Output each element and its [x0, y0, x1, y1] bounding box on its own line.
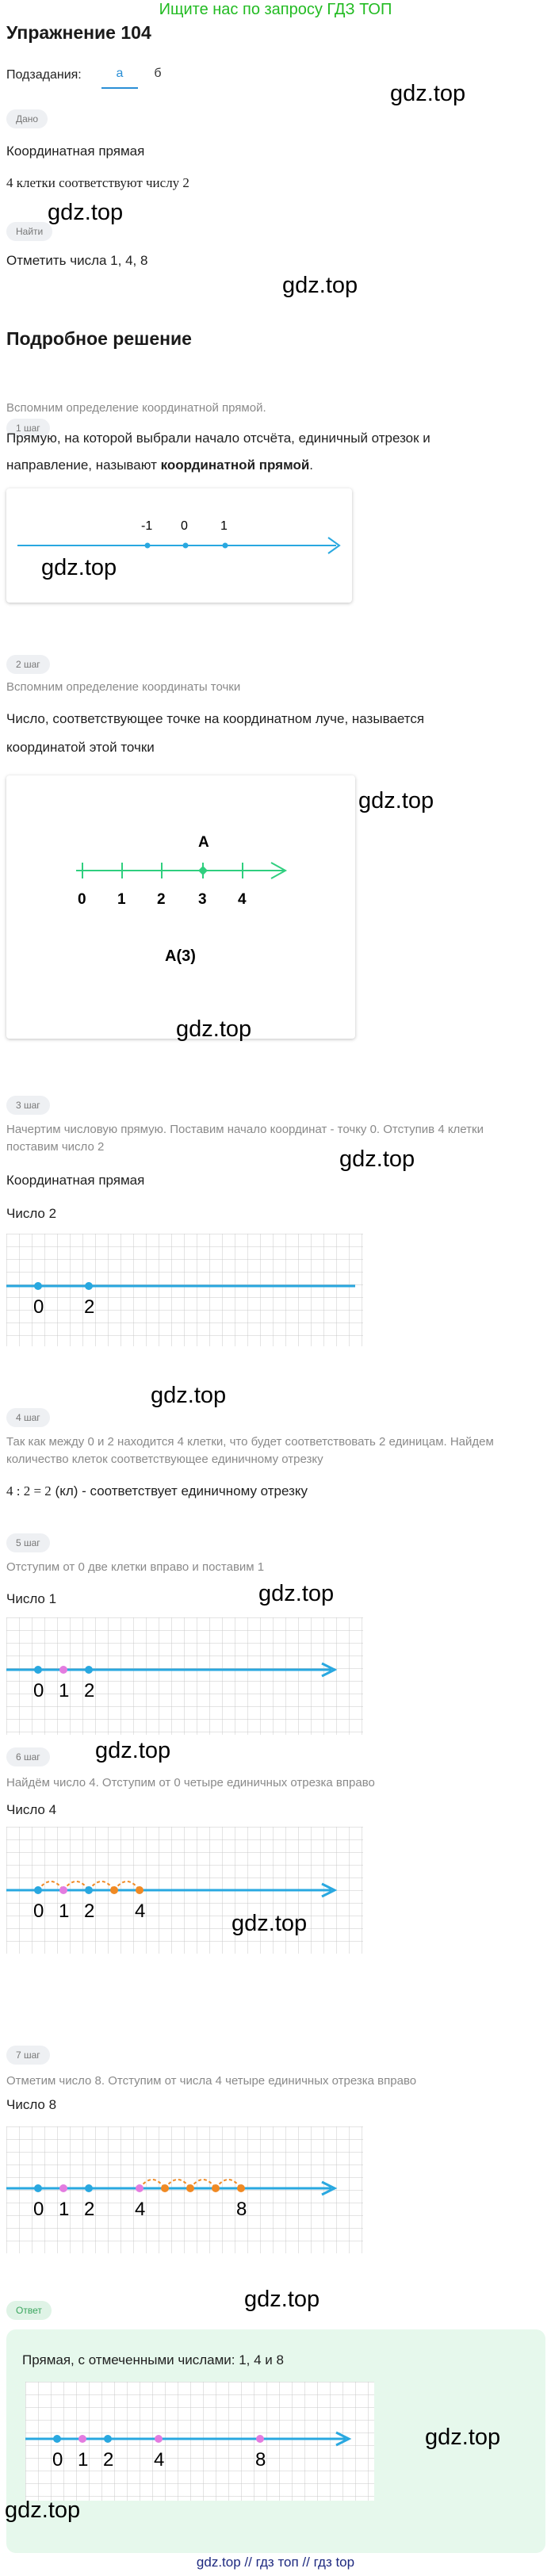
step5-note: Отступим от 0 две клетки вправо и поставим 1: [6, 1560, 265, 1574]
subtasks-label: Подзадания:: [6, 68, 82, 82]
point-2: [85, 1282, 93, 1290]
watermark: gdz.top: [5, 2498, 81, 2523]
watermark: gdz.top: [244, 2287, 320, 2312]
label-1: 1: [59, 1900, 70, 1922]
watermark: gdz.top: [358, 788, 434, 813]
step1-note: Вспомним определение координатной прямой.: [6, 401, 266, 415]
step4-rest: (кл) - соответствует единичному отрезку: [51, 1483, 308, 1499]
point-1: [59, 1666, 67, 1674]
point-8: [256, 2435, 264, 2443]
given-line-2: 4 клетки соответствуют числу 2: [6, 175, 189, 190]
step6-note: Найдём число 4. Отступим от 0 четыре единичных отрезка вправо: [6, 1776, 375, 1789]
step1-text-b: [6, 452, 313, 479]
point-0: [34, 2184, 42, 2192]
step5-grid-figure: [6, 1617, 363, 1735]
step3-note-b: поставим число 2: [6, 1140, 105, 1154]
tab-a[interactable]: а: [101, 65, 138, 89]
step2-note: Вспомним определение координаты точки: [6, 680, 241, 694]
step3-chip: 3 шаг: [6, 1096, 50, 1115]
label-0: 0: [33, 2199, 44, 2220]
step6-chip: 6 шаг: [6, 1747, 50, 1766]
point-0: [34, 1282, 42, 1290]
point-0: [34, 1666, 42, 1674]
point-a-label: A: [198, 834, 209, 851]
step1-text-b-plain: направление, называют: [6, 457, 161, 473]
label-8: 8: [236, 2199, 247, 2220]
step2-text-b: координатой этой точки: [6, 740, 155, 755]
tick-label-2: 2: [157, 891, 166, 908]
grid: [25, 2382, 374, 2501]
answer-chip: Ответ: [6, 2301, 52, 2320]
solution-heading: Подробное решение: [6, 328, 192, 349]
top-banner[interactable]: Ищите нас по запросу ГДЗ ТОП: [159, 1, 392, 18]
point-2: [85, 2184, 93, 2192]
tick-label-3: 3: [198, 891, 207, 908]
watermark: gdz.top: [176, 1016, 252, 1042]
point-1: [223, 543, 228, 549]
watermark: gdz.top: [425, 2425, 501, 2450]
find-chip: Найти: [6, 222, 52, 241]
label-2: 2: [84, 1900, 95, 1922]
grid: [6, 1234, 363, 1346]
point-4: [155, 2435, 163, 2443]
label-0: 0: [33, 1296, 44, 1318]
step4-chip: 4 шаг: [6, 1408, 50, 1427]
point-1: [78, 2435, 86, 2443]
label-0: 0: [33, 1900, 44, 1922]
label-2: 2: [103, 2449, 114, 2471]
watermark: gdz.top: [48, 200, 124, 225]
step1-text-b-bold: координатной прямой: [160, 457, 310, 473]
step5-line: Число 1: [6, 1591, 57, 1606]
point-2: [85, 1666, 93, 1674]
label-minus-1: -1: [141, 519, 153, 533]
label-8: 8: [255, 2449, 266, 2471]
point-3: [110, 1886, 118, 1894]
step3-note-a: Начертим числовую прямую. Поставим начало координат - точку 0. Отступив 4 клетки: [6, 1123, 484, 1136]
step1-number-line: [6, 488, 352, 603]
step1-text-b-end: .: [309, 457, 314, 473]
point-8: [237, 2184, 245, 2192]
step3-grid-figure: [6, 1234, 363, 1346]
step4-note-a: Так как между 0 и 2 находится 4 клетки, что будет соответствовать 2 единицам. Найдем: [6, 1435, 494, 1449]
label-2: 2: [84, 1296, 95, 1318]
point-2: [104, 2435, 112, 2443]
step3-line-1: Координатная прямая: [6, 1173, 145, 1188]
label-0: 0: [33, 1680, 44, 1701]
point-1: [59, 2184, 67, 2192]
watermark: gdz.top: [95, 1738, 171, 1763]
step2-chip: 2 шаг: [6, 655, 50, 674]
step7-grid-figure: [6, 2126, 363, 2253]
point-coord-label: A(3): [165, 947, 196, 965]
step1-figure: [6, 488, 352, 603]
point-0: [183, 543, 189, 549]
point-4: [136, 2184, 143, 2192]
page-title: Упражнение 104: [6, 22, 151, 43]
watermark: gdz.top: [282, 273, 358, 298]
step5-chip: 5 шаг: [6, 1533, 50, 1552]
label-1: 1: [59, 1680, 70, 1701]
point-7: [212, 2184, 220, 2192]
step2-number-line: [6, 775, 355, 1039]
answer-grid-figure: [25, 2382, 374, 2501]
point-0: [53, 2435, 61, 2443]
point-4: [136, 1886, 143, 1894]
given-chip: Дано: [6, 109, 48, 128]
label-2: 2: [84, 2199, 95, 2220]
label-0: 0: [52, 2449, 63, 2471]
step7-line: Число 8: [6, 2097, 57, 2112]
point-0: [34, 1886, 42, 1894]
tick-label-4: 4: [238, 891, 247, 908]
step7-chip: 7 шаг: [6, 2046, 50, 2065]
point-a-marker: [198, 866, 208, 875]
step7-note: Отметим число 8. Отступим от числа 4 четыре единичных отрезка вправо: [6, 2074, 417, 2088]
label-1: 1: [59, 2199, 70, 2220]
step2-figure: [6, 775, 355, 1039]
step1-text-a: Прямую, на которой выбрали начало отсчёта, единичный отрезок и: [6, 431, 430, 446]
label-4: 4: [135, 2199, 146, 2220]
point-5: [161, 2184, 169, 2192]
watermark: gdz.top: [231, 1911, 308, 1936]
watermark: gdz.top: [390, 81, 466, 106]
step2-text-a: Число, соответствующее точке на координатном луче, называется: [6, 711, 425, 726]
label-4: 4: [154, 2449, 165, 2471]
watermark: gdz.top: [151, 1383, 227, 1408]
step6-line: Число 4: [6, 1802, 57, 1817]
footer-links[interactable]: gdz.top // гдз топ // гдз top: [196, 2555, 355, 2570]
label-1: 1: [78, 2449, 89, 2471]
step3-line-2: Число 2: [6, 1206, 57, 1221]
step4-note-b: количество клеток соответствующее единичному отрезку: [6, 1453, 323, 1466]
point-6: [186, 2184, 194, 2192]
step1-chip: 1 шаг: [6, 419, 50, 438]
label-4: 4: [135, 1900, 146, 1922]
point-1: [59, 1886, 67, 1894]
point-minus-1: [145, 543, 151, 549]
watermark: gdz.top: [41, 555, 117, 580]
watermark: gdz.top: [339, 1146, 415, 1172]
watermark: gdz.top: [258, 1581, 335, 1606]
grid: [6, 1617, 363, 1735]
step4-math: 4 : 2 = 2: [6, 1483, 52, 1499]
find-line-1: Отметить числа 1, 4, 8: [6, 253, 148, 268]
point-2: [85, 1886, 93, 1894]
label-1: 1: [220, 519, 228, 533]
label-2: 2: [84, 1680, 95, 1701]
step6-grid-figure: [6, 1827, 363, 1954]
tick-label-0: 0: [78, 891, 86, 908]
tab-b[interactable]: б: [154, 67, 162, 80]
tick-label-1: 1: [117, 891, 126, 908]
answer-text: Прямая, с отмеченными числами: 1, 4 и 8: [22, 2352, 284, 2367]
label-0: 0: [181, 519, 188, 533]
given-line-1: Координатная прямая: [6, 144, 145, 159]
step4-text: [6, 1478, 308, 1505]
